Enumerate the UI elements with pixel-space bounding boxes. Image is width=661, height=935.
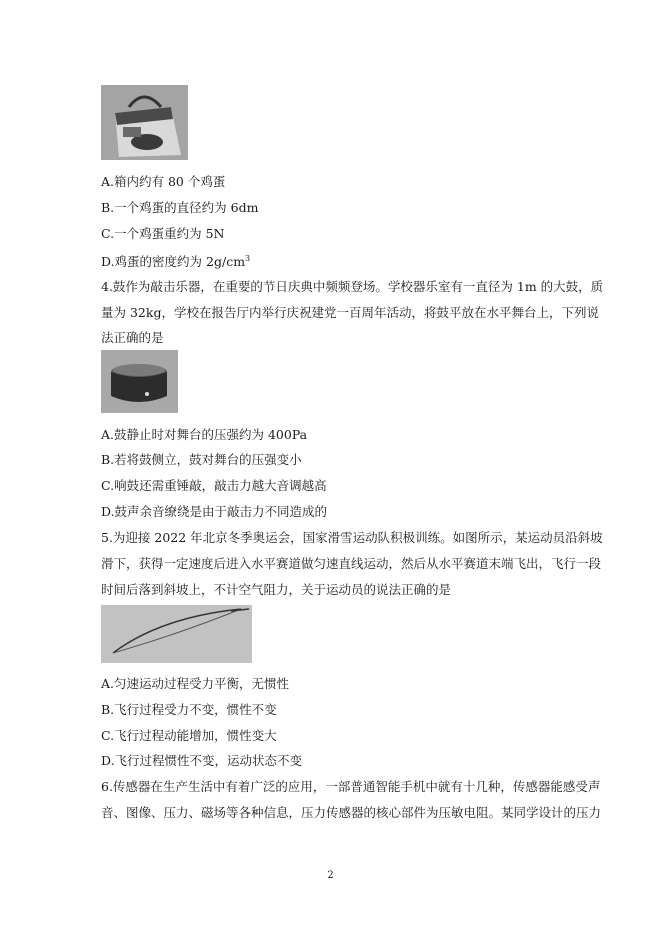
q4-stem-line-3: 法正确的是 [101, 330, 164, 345]
q6-stem-line-2: 音、图像、压力、磁场等各种信息，压力传感器的核心部件为压敏电阻。某同学设计的压力 [101, 805, 602, 820]
q5-stem-line-3: 时间后落到斜坡上，不计空气阻力，关于运动员的说法正确的是 [101, 582, 452, 597]
q4-stem-line-1: 4.鼓作为敲击乐器，在重要的节日庆典中频频登场。学校器乐室有一直径为 1m 的大鼓，质 [101, 279, 604, 294]
q4-option-c: C.响鼓还需重锤敲，敲击力越大音调越高 [101, 478, 327, 493]
q5-option-a: A.匀速运动过程受力平衡，无惯性 [101, 676, 290, 691]
q6-stem-line-1: 6.传感器在生产生活中有着广泛的应用，一部普通智能手机中就有十几种，传感器能感受声 [101, 779, 601, 794]
q5-option-c: C.飞行过程动能增加，惯性变大 [101, 728, 277, 743]
q3-option-a: A.箱内约有 80 个鸡蛋 [101, 174, 226, 189]
q3-option-b: B.一个鸡蛋的直径约为 6dm [101, 200, 259, 215]
ski-trajectory-photo [101, 605, 252, 663]
q4-stem-line-2: 量为 32kg，学校在报告厅内举行庆祝建党一百周年活动，将鼓平放在水平舞台上，下列说 [101, 305, 599, 320]
q5-option-b: B.飞行过程受力不变，惯性不变 [101, 702, 277, 717]
q5-option-d: D.飞行过程惯性不变，运动状态不变 [101, 753, 303, 768]
q4-option-d: D.鼓声余音缭绕是由于敲击力不同造成的 [101, 504, 328, 519]
page-number: 2 [327, 870, 334, 881]
q3-option-d-sup: 3 [245, 254, 251, 263]
q5-stem-line-2: 滑下，获得一定速度后进入水平赛道做匀速直线运动，然后从水平赛道末端飞出，飞行一段 [101, 556, 602, 571]
q3-option-d-text: D.鸡蛋的密度约为 2g/cm [101, 254, 246, 270]
q5-stem-line-1: 5.为迎接 2022 年北京冬季奥运会，国家滑雪运动队积极训练。如图所示，某运动员沿斜坡 [101, 530, 603, 545]
q4-option-b: B.若将鼓侧立，鼓对舞台的压强变小 [101, 452, 302, 467]
drum-photo [101, 350, 178, 413]
q4-option-a: A.鼓静止时对舞台的压强约为 400Pa [101, 427, 308, 442]
q3-option-c: C.一个鸡蛋重约为 5N [101, 226, 225, 241]
egg-box-photo [101, 85, 188, 160]
q3-option-d [101, 251, 250, 270]
